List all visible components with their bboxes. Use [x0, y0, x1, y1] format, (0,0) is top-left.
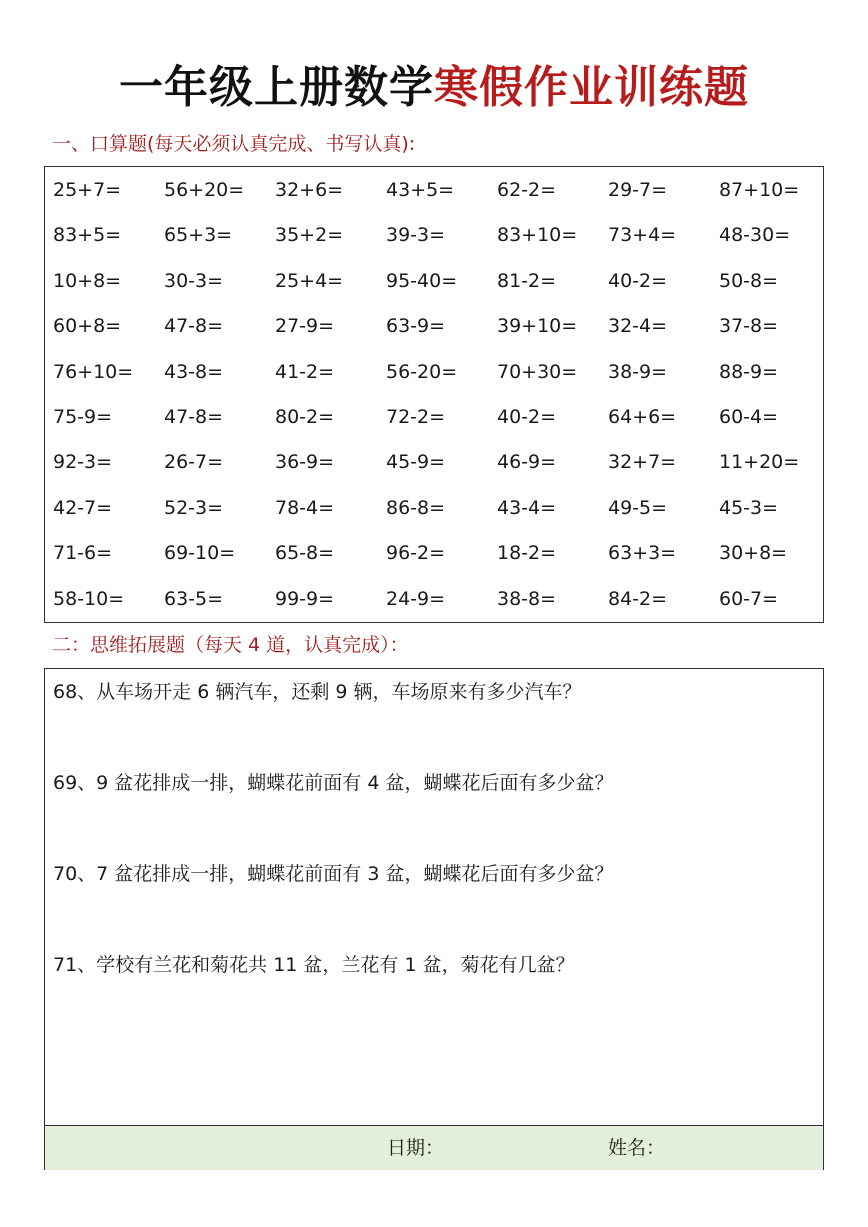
calc-problem: 65+3= — [164, 224, 233, 247]
calc-problem: 45-3= — [719, 496, 779, 519]
calc-problem: 69-10= — [164, 542, 236, 565]
calc-problem: 86-8= — [386, 496, 446, 519]
word-problem-68: 68、从车场开走 6 辆汽车，还剩 9 辆，车场原来有多少汽车？ — [53, 681, 582, 703]
section2-heading: 二：思维拓展题（每天 4 道，认真完成）： — [52, 634, 409, 656]
calc-problem: 32+6= — [275, 179, 344, 201]
calc-problem: 63-5= — [164, 587, 224, 610]
calc-row — [45, 402, 823, 432]
calc-problem: 27-9= — [275, 315, 335, 338]
calc-problem: 83+5= — [53, 224, 122, 247]
calc-problem: 70+30= — [497, 360, 578, 383]
calc-problem: 47-8= — [164, 406, 224, 428]
calc-problem: 38-9= — [608, 360, 668, 383]
calc-problem: 37-8= — [719, 315, 779, 338]
calc-problem: 49-5= — [608, 496, 668, 519]
calc-problem: 41-2= — [275, 360, 335, 383]
calc-problem: 36-9= — [275, 451, 335, 474]
calc-problem: 60-4= — [719, 406, 779, 428]
calc-problem: 10+8= — [53, 269, 122, 292]
section1-heading: 一、口算题(每天必须认真完成、书写认真): — [52, 133, 416, 155]
calc-problem: 62-2= — [497, 179, 557, 201]
word-problem-70: 70、7 盆花排成一排，蝴蝶花前面有 3 盆，蝴蝶花后面有多少盆？ — [53, 863, 614, 885]
calc-problem: 75-9= — [53, 406, 113, 428]
calc-problem: 60+8= — [53, 315, 122, 338]
calc-row — [45, 447, 823, 477]
calc-problem: 56-20= — [386, 360, 458, 383]
calc-row — [45, 175, 823, 205]
calc-problem: 72-2= — [386, 406, 446, 428]
calc-problem: 32-4= — [608, 315, 668, 338]
calc-problem: 71-6= — [53, 542, 113, 565]
calc-problem: 84-2= — [608, 587, 668, 610]
calc-problem: 45-9= — [386, 451, 446, 474]
calc-problem: 73+4= — [608, 224, 677, 247]
mental-math-table — [44, 166, 824, 623]
calc-problem: 99-9= — [275, 587, 335, 610]
calc-problem: 40-2= — [608, 269, 668, 292]
calc-problem: 58-10= — [53, 587, 125, 610]
calc-problem: 83+10= — [497, 224, 578, 247]
calc-problem: 47-8= — [164, 315, 224, 338]
calc-problem: 95-40= — [386, 269, 458, 292]
calc-problem: 38-8= — [497, 587, 557, 610]
calc-problem: 35+2= — [275, 224, 344, 247]
calc-problem: 29-7= — [608, 179, 668, 201]
calc-row — [45, 584, 823, 614]
date-label: 日期： — [387, 1137, 445, 1159]
calc-row — [45, 538, 823, 568]
calc-problem: 52-3= — [164, 496, 224, 519]
calc-problem: 56+20= — [164, 179, 245, 201]
calc-problem: 50-8= — [719, 269, 779, 292]
date-name-footer — [45, 1125, 823, 1170]
calc-problem: 18-2= — [497, 542, 557, 565]
calc-problem: 25+7= — [53, 179, 122, 201]
calc-problem: 64+6= — [608, 406, 677, 428]
word-problem-69: 69、9 盆花排成一排，蝴蝶花前面有 4 盆，蝴蝶花后面有多少盆？ — [53, 772, 614, 794]
calc-problem: 78-4= — [275, 496, 335, 519]
title-main: 一年级上册数学 — [119, 62, 434, 113]
calc-problem: 30+8= — [719, 542, 788, 565]
calc-problem: 88-9= — [719, 360, 779, 383]
calc-problem: 96-2= — [386, 542, 446, 565]
calc-problem: 26-7= — [164, 451, 224, 474]
calc-row — [45, 266, 823, 296]
calc-problem: 92-3= — [53, 451, 113, 474]
calc-problem: 48-30= — [719, 224, 791, 247]
calc-problem: 46-9= — [497, 451, 557, 474]
calc-problem: 43+5= — [386, 179, 455, 201]
calc-problem: 80-2= — [275, 406, 335, 428]
word-problem-71: 71、学校有兰花和菊花共 11 盆，兰花有 1 盆，菊花有几盆？ — [53, 954, 575, 976]
name-label: 姓名： — [608, 1137, 666, 1159]
calc-problem: 39-3= — [386, 224, 446, 247]
calc-problem: 81-2= — [497, 269, 557, 292]
calc-problem: 43-8= — [164, 360, 224, 383]
title-highlight: 寒假作业训练题 — [434, 62, 749, 113]
calc-problem: 11+20= — [719, 451, 800, 474]
calc-problem: 76+10= — [53, 360, 134, 383]
calc-problem: 60-7= — [719, 587, 779, 610]
calc-problem: 43-4= — [497, 496, 557, 519]
calc-problem: 30-3= — [164, 269, 224, 292]
calc-problem: 42-7= — [53, 496, 113, 519]
calc-row — [45, 357, 823, 387]
calc-problem: 39+10= — [497, 315, 578, 338]
calc-problem: 25+4= — [275, 269, 344, 292]
page-title — [0, 58, 868, 118]
calc-problem: 32+7= — [608, 451, 677, 474]
calc-problem: 87+10= — [719, 179, 800, 201]
calc-problem: 63+3= — [608, 542, 677, 565]
calc-row — [45, 220, 823, 250]
calc-problem: 65-8= — [275, 542, 335, 565]
calc-problem: 40-2= — [497, 406, 557, 428]
calc-problem: 24-9= — [386, 587, 446, 610]
calc-row — [45, 493, 823, 523]
word-problems-box — [44, 668, 824, 1170]
calc-row — [45, 311, 823, 341]
calc-problem: 63-9= — [386, 315, 446, 338]
